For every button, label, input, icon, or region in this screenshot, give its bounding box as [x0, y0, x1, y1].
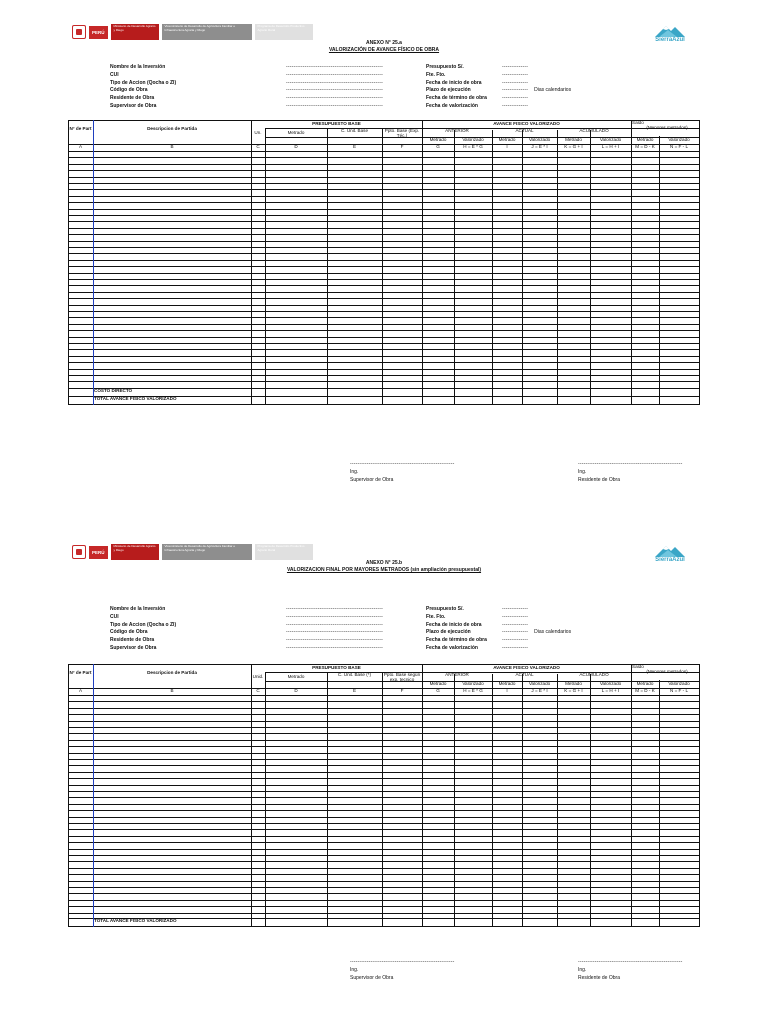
- grid-line: [68, 170, 700, 171]
- signature-supervisor: [350, 460, 454, 484]
- grid-line: [659, 680, 660, 927]
- blank-field: --------------: [502, 87, 529, 94]
- blank-field: --------------: [502, 621, 529, 628]
- mountain-icon: [655, 24, 685, 37]
- grid-line: [590, 674, 591, 927]
- info-row: [110, 87, 420, 95]
- group-header: AVANCE FISICO VALORIZADO: [493, 665, 560, 670]
- grid-line: [68, 926, 700, 927]
- column-code: G: [436, 688, 440, 693]
- group-header: ACUMULADO: [579, 128, 609, 133]
- info-label: Nombre de la Inversión: [110, 606, 166, 612]
- column-header: Valorizado: [528, 681, 551, 686]
- info-label: CUI: [110, 71, 119, 78]
- grid-line: [68, 349, 700, 350]
- column-header: Valorizado: [668, 137, 690, 142]
- grid-line: [68, 913, 700, 914]
- grid-line: [522, 130, 523, 405]
- info-row: [110, 80, 420, 88]
- grid-line: [68, 305, 700, 306]
- annex-title: ANEXO N° 25.a: [366, 40, 402, 46]
- grid-line: [68, 317, 700, 318]
- grid-line: [68, 823, 700, 824]
- group-header: Saldo: [632, 664, 644, 669]
- info-label: Fte. Fto.: [426, 71, 446, 78]
- grid-line: [68, 874, 700, 875]
- grid-line: [68, 253, 700, 254]
- grid-line: [631, 120, 632, 405]
- ministry-label: Ministerio de Desarrollo Agrario y Riego: [111, 24, 159, 40]
- signature-title: Ing.: [578, 967, 587, 973]
- grid-line: [68, 797, 700, 798]
- column-header: Unid.: [252, 674, 264, 679]
- blank-field: --------------: [502, 644, 529, 651]
- info-label: Fte. Fto.: [426, 613, 446, 620]
- grid-line: [68, 772, 700, 773]
- grid-line: [68, 829, 700, 830]
- info-label: Residente de Obra: [110, 95, 155, 102]
- info-label: Residente de Obra: [110, 637, 155, 644]
- grid-line: [68, 241, 700, 242]
- signature-line: --------------------------------------------------------: [350, 461, 455, 467]
- column-code: J = E * I: [531, 144, 548, 149]
- info-row: [110, 606, 420, 614]
- footer-label: TOTAL AVANCE FISICO VALORIZADO: [94, 396, 177, 401]
- info-row: [426, 80, 676, 88]
- group-header: ANTERIOR: [445, 672, 469, 677]
- column-code: K = G + I: [564, 144, 583, 149]
- column-code: A: [78, 144, 83, 149]
- grid-line: [68, 177, 700, 178]
- column-code: I: [506, 144, 508, 149]
- info-row: [110, 629, 420, 637]
- grid-line: [68, 234, 700, 235]
- grid-line: [68, 215, 700, 216]
- info-row: [426, 637, 676, 645]
- grid-line: [68, 753, 700, 754]
- column-header: Valorizado: [528, 137, 551, 142]
- grid-line: [68, 292, 700, 293]
- grid-line: [68, 164, 700, 165]
- grid-line: [251, 120, 252, 405]
- info-row: [110, 64, 420, 72]
- column-header: C. Unit. Base: [340, 128, 369, 133]
- signature-resident: [578, 958, 682, 982]
- column-header: Metrado: [498, 681, 516, 686]
- grid-line: [93, 120, 94, 405]
- info-row: [426, 622, 676, 630]
- grid-line: [68, 196, 700, 197]
- footer-label: TOTAL AVANCE FISICO VALORIZADO: [94, 918, 177, 923]
- grid-line: [68, 791, 700, 792]
- grid-line: [327, 672, 328, 927]
- grid-line: [251, 664, 252, 927]
- column-header: Descripcion de Partida: [147, 126, 197, 131]
- blank-field: --------------: [502, 606, 529, 612]
- info-label: Fecha de valorización: [426, 102, 478, 109]
- column-header: Valorizado: [462, 681, 484, 686]
- column-header: Metrado: [636, 137, 654, 142]
- group-header: (Menores metrados): [646, 669, 688, 674]
- column-code: A: [78, 688, 83, 693]
- grid-line: [454, 130, 455, 405]
- project-info-right: [426, 606, 676, 653]
- signature-title: Ing.: [578, 469, 587, 475]
- column-code: J = E * I: [531, 688, 548, 693]
- info-row: [110, 645, 420, 653]
- column-header: N° de Part: [69, 126, 92, 131]
- signature-title: Ing.: [350, 967, 359, 973]
- blank-field: ----------------------------------------------------: [286, 71, 383, 78]
- info-label: Fecha de término de obra: [426, 95, 487, 102]
- column-header: Ppto. Base según exp. tecnico: [383, 672, 421, 683]
- grid-line: [699, 120, 700, 405]
- brand-name: SierraAzul: [655, 37, 685, 43]
- column-code: H = E * G: [463, 688, 483, 693]
- grid-line: [659, 136, 660, 405]
- blank-field: --------------: [502, 71, 529, 78]
- grid-line: [265, 672, 266, 927]
- ministry-label: Ministerio de Desarrollo Agrario y Riego: [111, 544, 159, 560]
- column-header: Valorizado: [462, 137, 484, 142]
- grid-line: [68, 836, 700, 837]
- blank-field: ----------------------------------------------------: [286, 606, 383, 612]
- column-header: Descripcion de Partida: [147, 670, 197, 675]
- info-row: [426, 645, 676, 653]
- column-header: Valorizado: [599, 681, 622, 686]
- column-header: Metrado: [565, 681, 582, 686]
- days-label: Dias calendarios: [534, 629, 572, 636]
- grid-line: [68, 759, 700, 760]
- annex-subtitle: VALORIZACIÓN DE AVANCE FÍSICO DE OBRA: [328, 47, 440, 53]
- column-code: L = H + I: [601, 144, 620, 149]
- grid-line: [68, 765, 700, 766]
- info-label: Plazo de ejecución: [426, 629, 471, 636]
- grid-line: [68, 849, 700, 850]
- grid-line: [265, 128, 266, 405]
- column-code: F: [400, 688, 404, 693]
- info-label: Código de Obra: [110, 629, 148, 636]
- grid-line: [492, 674, 493, 927]
- column-code: E: [352, 144, 357, 149]
- footer-label: COSTO DIRECTO: [94, 388, 133, 393]
- column-code: B: [170, 144, 174, 149]
- info-row: [426, 614, 676, 622]
- grid-line: [327, 128, 328, 405]
- grid-line: [68, 868, 700, 869]
- info-label: Tipo de Accion (Qocha o ZI): [110, 79, 177, 86]
- group-header: ACTUAL: [515, 672, 534, 677]
- grid-line: [68, 740, 700, 741]
- grid-line: [68, 260, 700, 261]
- grid-line: [68, 298, 700, 299]
- grid-line: [422, 120, 423, 405]
- column-header: Ppto. Base (Exp. Téc.): [384, 128, 420, 139]
- info-label: Fecha de término de obra: [426, 637, 487, 644]
- column-code: E: [352, 688, 357, 693]
- grid-line: [68, 778, 700, 779]
- grid-line: [68, 733, 700, 734]
- info-label: Fecha de valorización: [426, 644, 478, 651]
- info-row: [110, 95, 420, 103]
- info-label: Supervisor de Obra: [110, 102, 157, 109]
- grid-line: [68, 404, 700, 405]
- column-code: M = D - K: [635, 144, 655, 149]
- blank-field: --------------: [502, 637, 529, 644]
- grid-line: [68, 804, 700, 805]
- group-header: Saldo: [632, 120, 644, 125]
- grid-line: [93, 664, 94, 927]
- grid-line: [699, 664, 700, 927]
- column-header: Metrado: [565, 137, 582, 142]
- grid-line: [68, 247, 700, 248]
- signature-role: Supervisor de Obra: [350, 477, 394, 483]
- grid-line: [68, 324, 700, 325]
- program-label: Programa de Desarrollo Productivo Agrario Rural: [255, 24, 313, 40]
- grid-line: [590, 130, 591, 405]
- column-code: C: [256, 688, 260, 693]
- blank-field: ----------------------------------------------------: [286, 621, 383, 628]
- grid-line: [68, 817, 700, 818]
- grid-line: [68, 855, 700, 856]
- grid-line: [68, 887, 700, 888]
- signature-supervisor: [350, 958, 454, 982]
- column-code: F: [400, 144, 404, 149]
- project-info-left: [110, 606, 420, 653]
- grid-line: [68, 664, 69, 927]
- column-code: N = F - L: [670, 688, 688, 693]
- info-row: [110, 72, 420, 80]
- grid-line: [68, 266, 700, 267]
- info-row: [426, 629, 676, 637]
- grid-line: [68, 695, 700, 696]
- blank-field: --------------: [502, 613, 529, 620]
- grid-line: [557, 130, 558, 405]
- signature-resident: [578, 460, 682, 484]
- grid-line: [68, 330, 700, 331]
- peru-label: PERÚ: [89, 546, 108, 559]
- mountain-icon: [655, 544, 685, 557]
- grid-line: [68, 881, 700, 882]
- annex-page-25a: [0, 0, 768, 512]
- column-header: Un.: [254, 130, 262, 135]
- grid-line: [422, 664, 423, 927]
- signature-line: --------------------------------------------------------: [350, 959, 455, 965]
- blank-field: ----------------------------------------------------: [286, 87, 383, 94]
- info-label: Fecha de inicio de obra: [426, 79, 482, 86]
- column-header: C. Unit. Base (*): [337, 672, 372, 677]
- grid-line: [68, 356, 700, 357]
- grid-line: [68, 151, 700, 152]
- blank-field: --------------: [502, 79, 529, 86]
- grid-line: [454, 674, 455, 927]
- days-label: Dias calendarios: [534, 87, 572, 94]
- info-label: Tipo de Accion (Qocha o ZI): [110, 621, 177, 628]
- grid-line: [631, 664, 632, 927]
- column-code: L = H + I: [601, 688, 620, 693]
- grid-line: [68, 727, 700, 728]
- column-code: G: [436, 144, 440, 149]
- grid-line: [68, 228, 700, 229]
- blank-field: ----------------------------------------------------: [286, 64, 383, 70]
- grid-line: [382, 128, 383, 405]
- grid-line: [68, 189, 700, 190]
- annex-subtitle: VALORIZACION FINAL POR MAYORES METRADOS (sin ampliación presupuestal): [286, 567, 482, 573]
- coat-of-arms-icon: [72, 25, 86, 39]
- grid-line: [68, 273, 700, 274]
- info-label: Plazo de ejecución: [426, 87, 471, 94]
- valuation-table: [68, 120, 699, 404]
- valuation-table: [68, 664, 699, 926]
- grid-line: [68, 375, 700, 376]
- grid-line: [68, 842, 700, 843]
- column-code: C: [256, 144, 260, 149]
- peru-label: PERÚ: [89, 26, 108, 39]
- column-code: D: [294, 688, 298, 693]
- group-header: AVANCE FISICO VALORIZADO: [493, 121, 560, 126]
- info-row: [426, 72, 676, 80]
- grid-line: [68, 701, 700, 702]
- signature-line: --------------------------------------------------------: [578, 959, 683, 965]
- group-header: ACTUAL: [515, 128, 534, 133]
- signature-role: Residente de Obra: [578, 477, 620, 483]
- info-label: Supervisor de Obra: [110, 644, 157, 651]
- grid-line: [68, 279, 700, 280]
- grid-line: [68, 900, 700, 901]
- grid-line: [522, 674, 523, 927]
- group-header: ACUMULADO: [579, 672, 609, 677]
- info-row: [426, 64, 676, 72]
- grid-line: [68, 381, 700, 382]
- grid-line: [68, 202, 700, 203]
- blank-field: ----------------------------------------------------: [286, 79, 383, 86]
- column-header: Metrado: [287, 674, 305, 679]
- blank-field: --------------: [502, 95, 529, 102]
- blank-field: ----------------------------------------------------: [286, 613, 383, 620]
- program-label: Programa de Desarrollo Productivo Agrario Rural: [255, 544, 313, 560]
- info-row: [426, 606, 676, 614]
- info-label: Nombre de la Inversión: [110, 64, 166, 70]
- grid-line: [68, 311, 700, 312]
- blank-field: ----------------------------------------------------: [286, 102, 383, 109]
- grid-line: [68, 369, 700, 370]
- info-row: [110, 637, 420, 645]
- blank-field: ----------------------------------------------------: [286, 629, 383, 636]
- column-header: Metrado: [287, 130, 305, 135]
- column-header: Valorizado: [668, 681, 690, 686]
- info-row: [426, 103, 676, 111]
- blank-field: --------------: [502, 629, 529, 636]
- grid-line: [68, 708, 700, 709]
- government-logo: [72, 24, 313, 40]
- column-header: N° de Part: [69, 670, 92, 675]
- blank-field: ----------------------------------------------------: [286, 95, 383, 102]
- column-code: H = E * G: [463, 144, 483, 149]
- column-header: Metrado: [498, 137, 516, 142]
- vice-ministry-label: Viceministerio de Desarrollo de Agricultura Familiar e Infraestructura Agraria y Riego: [162, 24, 252, 40]
- signature-role: Supervisor de Obra: [350, 975, 394, 981]
- blank-field: ----------------------------------------------------: [286, 644, 383, 651]
- blank-field: ----------------------------------------------------: [286, 637, 383, 644]
- grid-line: [382, 672, 383, 927]
- grid-line: [68, 157, 700, 158]
- column-header: Valorizado: [599, 137, 622, 142]
- grid-line: [68, 362, 700, 363]
- group-header: PRESUPUESTO BASE: [312, 121, 361, 126]
- annex-title: ANEXO N° 25.b: [365, 560, 403, 566]
- grid-line: [68, 285, 700, 286]
- column-code: K = G + I: [564, 688, 583, 693]
- grid-line: [68, 810, 700, 811]
- column-code: B: [170, 688, 174, 693]
- grid-line: [68, 120, 69, 405]
- info-row: [426, 87, 676, 95]
- column-code: N = F - L: [670, 144, 688, 149]
- info-label: Presupuesto S/.: [426, 64, 464, 70]
- column-code: M = D - K: [635, 688, 655, 693]
- grid-line: [68, 343, 700, 344]
- grid-line: [557, 674, 558, 927]
- government-logo: [72, 544, 313, 560]
- info-row: [110, 103, 420, 111]
- grid-line: [68, 746, 700, 747]
- grid-line: [68, 721, 700, 722]
- project-info-right: [426, 64, 676, 111]
- info-row: [110, 622, 420, 630]
- brand-name: SierraAzul: [655, 557, 685, 563]
- grid-line: [68, 221, 700, 222]
- grid-line: [68, 893, 700, 894]
- project-info-left: [110, 64, 420, 111]
- info-label: CUI: [110, 613, 119, 620]
- info-row: [110, 614, 420, 622]
- info-label: Fecha de inicio de obra: [426, 621, 482, 628]
- grid-line: [68, 209, 700, 210]
- signature-title: Ing.: [350, 469, 359, 475]
- signature-line: --------------------------------------------------------: [578, 461, 683, 467]
- column-header: Metrado: [636, 681, 654, 686]
- grid-line: [68, 714, 700, 715]
- column-header: Metrado: [429, 681, 447, 686]
- coat-of-arms-icon: [72, 545, 86, 559]
- grid-line: [68, 906, 700, 907]
- grid-line: [68, 183, 700, 184]
- grid-line: [492, 130, 493, 405]
- signature-role: Residente de Obra: [578, 975, 620, 981]
- group-header: ANTERIOR: [445, 128, 469, 133]
- column-code: D: [294, 144, 298, 149]
- info-label: Código de Obra: [110, 87, 148, 94]
- group-header: PRESUPUESTO BASE: [312, 665, 361, 670]
- info-row: [426, 95, 676, 103]
- column-header: Metrado: [429, 137, 447, 142]
- blank-field: --------------: [502, 102, 529, 109]
- grid-line: [68, 861, 700, 862]
- info-label: Presupuesto S/.: [426, 606, 464, 612]
- blank-field: --------------: [502, 64, 529, 70]
- grid-line: [68, 785, 700, 786]
- vice-ministry-label: Viceministerio de Desarrollo de Agricultura Familiar e Infraestructura Agraria y Riego: [162, 544, 252, 560]
- group-header: (Menores metrados): [646, 125, 688, 130]
- column-code: I: [506, 688, 508, 693]
- grid-line: [68, 337, 700, 338]
- annex-page-25b: [0, 520, 768, 1032]
